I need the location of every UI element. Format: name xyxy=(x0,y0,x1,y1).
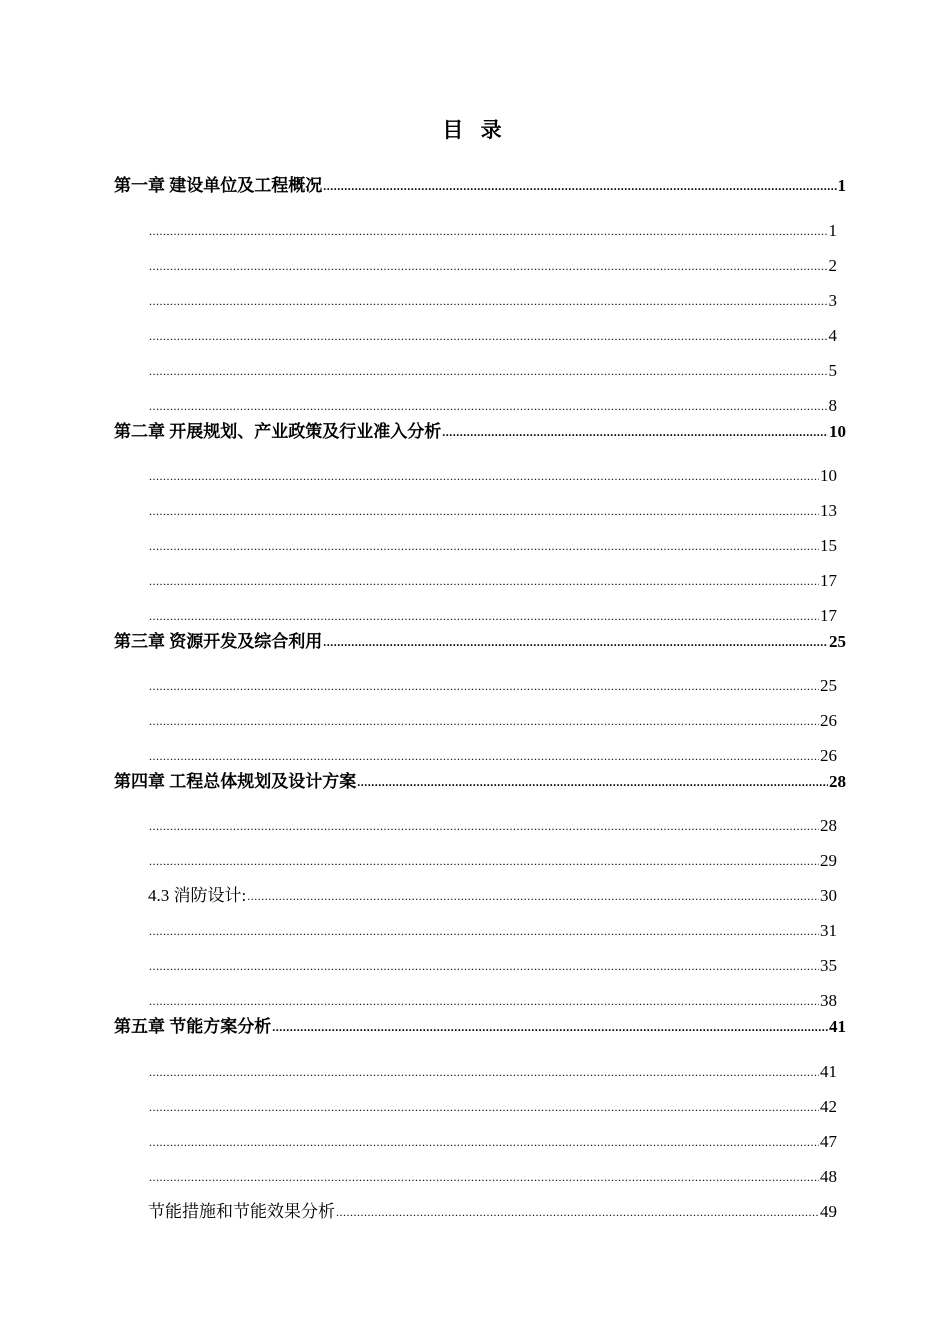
toc-page-number: 8 xyxy=(828,396,837,415)
toc-section-entry[interactable] xyxy=(148,672,837,696)
toc-page-number: 41 xyxy=(829,1017,846,1036)
toc-dot-leader xyxy=(323,180,836,192)
toc-section-entry[interactable] xyxy=(148,812,837,836)
toc-section-entry[interactable] xyxy=(148,252,837,276)
toc-page-number: 42 xyxy=(820,1097,837,1116)
toc-page-number: 4 xyxy=(828,326,837,345)
toc-page-number: 3 xyxy=(828,291,837,310)
toc-dot-leader xyxy=(149,225,828,237)
toc-dot-leader xyxy=(149,855,819,867)
toc-dot-leader xyxy=(149,1066,819,1078)
toc-entry-label: 第二章 开展规划、产业政策及行业准入分析 xyxy=(114,422,442,441)
toc-section-entry[interactable] xyxy=(148,1128,837,1152)
toc-section-entry[interactable] xyxy=(148,497,837,521)
toc-entry-label: 4.3 消防设计: xyxy=(148,886,247,905)
toc-dot-leader xyxy=(149,750,819,762)
toc-page-number: 26 xyxy=(820,746,837,765)
toc-section-entry[interactable] xyxy=(148,532,837,556)
toc-section-entry[interactable] xyxy=(148,567,837,591)
toc-section-entry[interactable] xyxy=(148,707,837,731)
toc-page-number: 49 xyxy=(820,1202,837,1221)
toc-dot-leader xyxy=(272,1021,828,1033)
toc-dot-leader xyxy=(149,995,819,1007)
toc-entry-label: 第一章 建设单位及工程概况 xyxy=(114,176,323,195)
toc-entry-label: 第四章 工程总体规划及设计方案 xyxy=(114,772,357,791)
toc-page-number: 1 xyxy=(837,176,846,195)
toc-page-number: 31 xyxy=(820,921,837,940)
toc-section-entry[interactable] xyxy=(148,1093,837,1117)
toc-dot-leader xyxy=(149,330,828,342)
toc-dot-leader xyxy=(149,575,819,587)
toc-dot-leader xyxy=(149,505,819,517)
toc-page-number: 10 xyxy=(829,422,846,441)
toc-section-entry[interactable] xyxy=(148,742,837,766)
toc-section-entry[interactable] xyxy=(148,1198,837,1222)
toc-page-number: 13 xyxy=(820,501,837,520)
toc-page-number: 28 xyxy=(820,816,837,835)
toc-chapter-entry[interactable] xyxy=(114,418,846,442)
toc-page-number: 25 xyxy=(829,632,846,651)
toc-dot-leader xyxy=(149,960,819,972)
toc-section-entry[interactable] xyxy=(148,322,837,346)
toc-page-number: 26 xyxy=(820,711,837,730)
toc-dot-leader xyxy=(357,776,828,788)
toc-page-number: 1 xyxy=(828,221,837,240)
toc-page-number: 5 xyxy=(828,361,837,380)
toc-page-number: 35 xyxy=(820,956,837,975)
toc-dot-leader xyxy=(323,636,828,648)
toc-dot-leader xyxy=(149,1171,819,1183)
toc-entry-label: 第五章 节能方案分析 xyxy=(114,1017,272,1036)
toc-dot-leader xyxy=(149,610,819,622)
toc-section-entry[interactable] xyxy=(148,462,837,486)
toc-dot-leader xyxy=(149,470,819,482)
toc-section-entry[interactable] xyxy=(148,1058,837,1082)
toc-page-number: 29 xyxy=(820,851,837,870)
toc-entry-label: 第三章 资源开发及综合利用 xyxy=(114,632,323,651)
toc-chapter-entry[interactable] xyxy=(114,1013,846,1037)
toc-dot-leader xyxy=(149,400,828,412)
toc-dot-leader xyxy=(149,540,819,552)
toc-section-entry[interactable] xyxy=(148,847,837,871)
toc-dot-leader xyxy=(149,820,819,832)
toc-dot-leader xyxy=(149,680,819,692)
toc-dot-leader xyxy=(149,925,819,937)
toc-section-entry[interactable] xyxy=(148,217,837,241)
toc-section-entry[interactable] xyxy=(148,287,837,311)
toc-dot-leader xyxy=(149,365,828,377)
toc-chapter-entry[interactable] xyxy=(114,172,846,196)
toc-chapter-entry[interactable] xyxy=(114,628,846,652)
toc-page-number: 10 xyxy=(820,466,837,485)
toc-page-number: 15 xyxy=(820,536,837,555)
toc-dot-leader xyxy=(149,715,819,727)
toc-page-number: 41 xyxy=(820,1062,837,1081)
toc-chapter-entry[interactable] xyxy=(114,768,846,792)
toc-page-number: 28 xyxy=(829,772,846,791)
toc-page-number: 25 xyxy=(820,676,837,695)
toc-dot-leader xyxy=(149,295,828,307)
toc-section-entry[interactable] xyxy=(148,987,837,1011)
toc-page-number: 30 xyxy=(820,886,837,905)
toc-section-entry[interactable] xyxy=(148,357,837,381)
toc-title: 目 录 xyxy=(442,118,508,142)
toc-section-entry[interactable] xyxy=(148,392,837,416)
toc-dot-leader xyxy=(336,1206,819,1218)
toc-page-number: 2 xyxy=(828,256,837,275)
toc-section-entry[interactable] xyxy=(148,1163,837,1187)
toc-dot-leader xyxy=(442,426,828,438)
toc-entry-label: 节能措施和节能效果分析 xyxy=(148,1202,335,1221)
toc-dot-leader xyxy=(149,1101,819,1113)
toc-page-number: 38 xyxy=(820,991,837,1010)
toc-dot-leader xyxy=(247,890,819,902)
toc-section-entry[interactable] xyxy=(148,602,837,626)
toc-dot-leader xyxy=(149,1136,819,1148)
toc-page-number: 48 xyxy=(820,1167,837,1186)
toc-page-number: 47 xyxy=(820,1132,837,1151)
toc-page-number: 17 xyxy=(820,571,837,590)
toc-section-entry[interactable] xyxy=(148,917,837,941)
toc-section-entry[interactable] xyxy=(148,882,837,906)
toc-dot-leader xyxy=(149,260,828,272)
toc-section-entry[interactable] xyxy=(148,952,837,976)
toc-page-number: 17 xyxy=(820,606,837,625)
